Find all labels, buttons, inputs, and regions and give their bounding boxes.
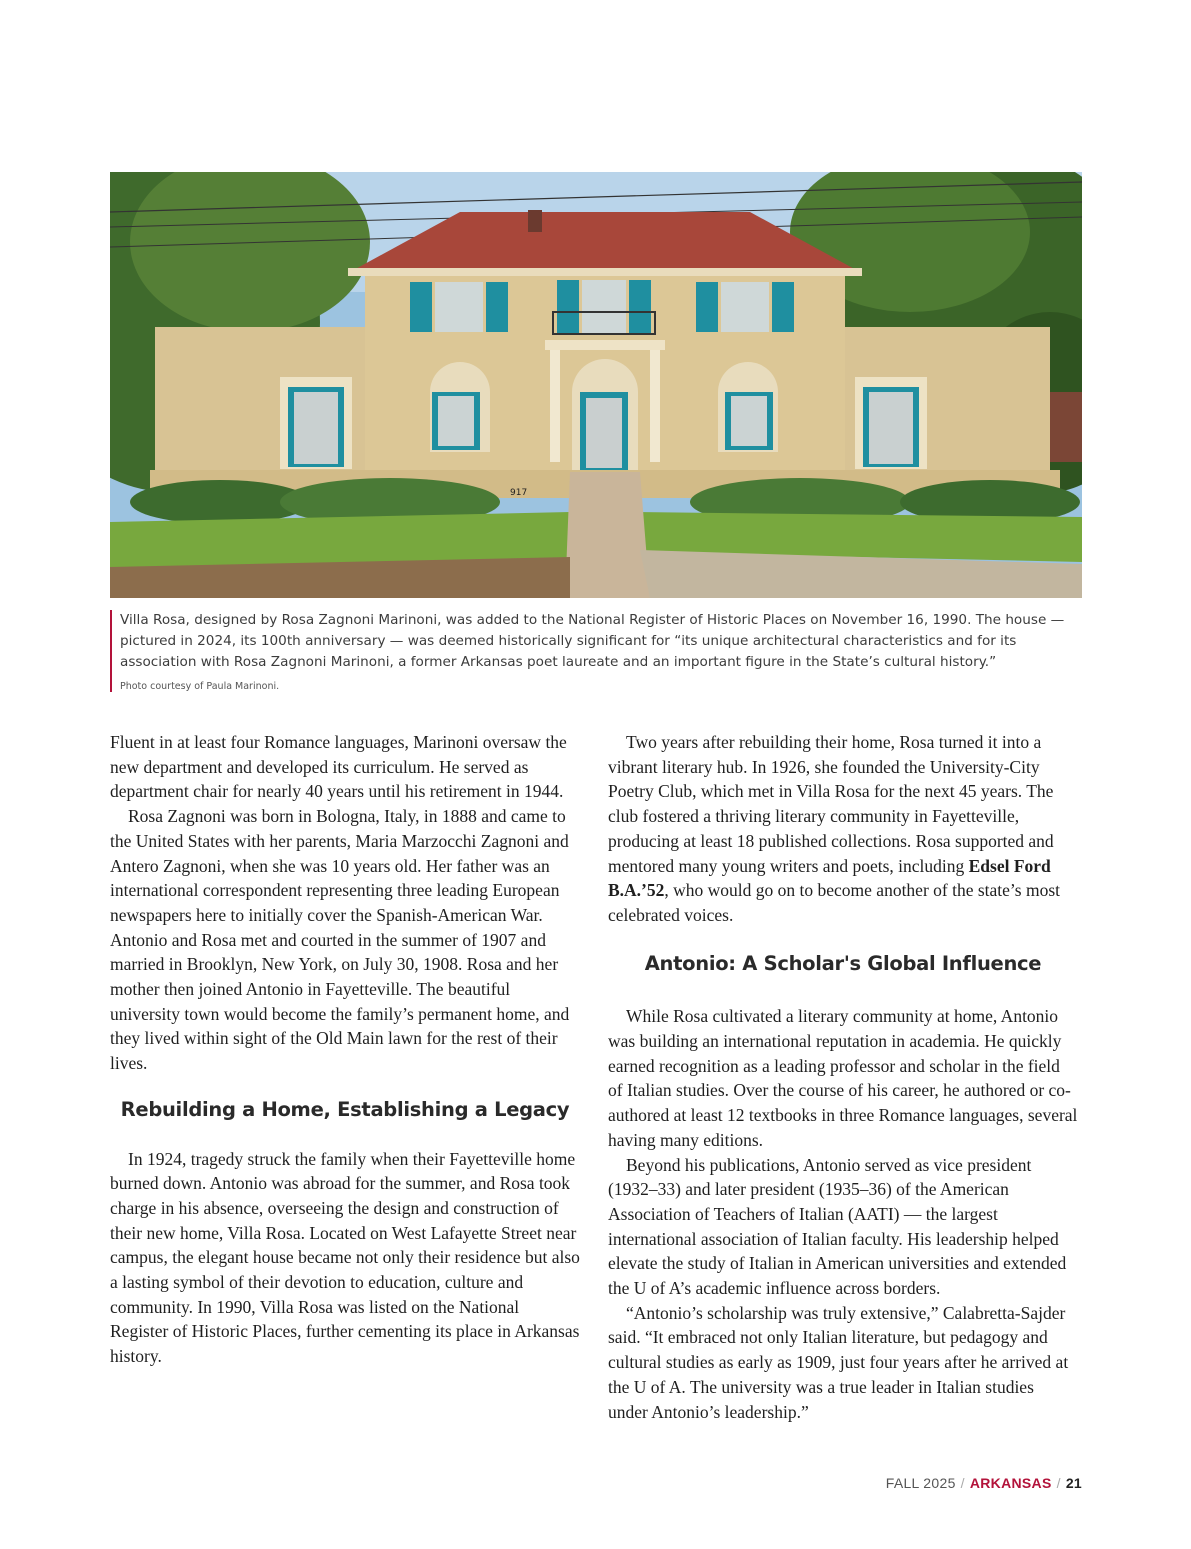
section-heading-antonio: Antonio: A Scholar's Global Influence	[644, 951, 1042, 975]
photo-caption: Villa Rosa, designed by Rosa Zagnoni Marinoni, was added to the National Register of Historic Places on November 16, 1990. The house — pictured in 2024, its 100th anniversary — was deemed historically significant for “its unique architectural characteristics and for its association with Rosa Zagnoni Marinoni, a former Arkansas poet laureate and an important figure in the State’s cultural history.”	[120, 612, 1065, 670]
page-number: 21	[1065, 1475, 1082, 1491]
photo-caption-block	[110, 610, 1092, 692]
footer-separator-1: /	[960, 1475, 965, 1491]
left-column	[110, 730, 580, 1369]
villa-rosa-photo	[110, 172, 1082, 598]
page-footer	[886, 1475, 1082, 1491]
right-paragraph-1-end: , who would go on to become another of the state’s most celebrated voices.	[608, 880, 1061, 925]
right-paragraph-1-start: Two years after rebuilding their home, Rosa turned it into a vibrant literary hub. In 1926, she founded the University-City Poetry Club, which met in Villa Rosa for the next 45 years. The club fostered a thriving literary community in Fayetteville, producing at least 18 published collections. Rosa supported and mentored many young writers and poets, including	[608, 732, 1054, 876]
right-paragraph-2: While Rosa cultivated a literary community at home, Antonio was building an international reputation in academia. He quickly earned recognition as a leading professor and scholar in the field of Italian studies. Over the course of his career, he authored or co-authored at least 12 textbooks in three Romance languages, several having many editions.	[608, 1006, 1078, 1150]
left-paragraph-2: Rosa Zagnoni was born in Bologna, Italy, in 1888 and came to the United States with her parents, Maria Marzocchi Zagnoni and Antero Zagnoni, when she was 10 years old. Her father was an international correspondent representing three leading European newspapers here to initially cover the Spanish-American War. Antonio and Rosa met and courted in the summer of 1907 and married in Brooklyn, New York, on July 30, 1908. Rosa and her mother then joined Antonio in Fayetteville. The beautiful university town would become the family’s permanent home, and they lived within sight of the Old Main lawn for the rest of their lives.	[110, 806, 570, 1074]
photo-credit: Photo courtesy of Paula Marinoni.	[120, 681, 280, 692]
footer-separator-2: /	[1056, 1475, 1061, 1491]
right-paragraph-3: Beyond his publications, Antonio served as vice president (1932–33) and later president (1935–36) of the American Association of Teachers of Italian (AATI) — the largest international association of Italian faculty. His leadership helped elevate the study of Italian in American universities and extended the U of A’s academic influence across borders.	[608, 1154, 1067, 1299]
left-paragraph-3: In 1924, tragedy struck the family when their Fayetteville home burned down. Antonio was abroad for the summer, and Rosa took charge in his absence, overseeing the design and construction of their new home, Villa Rosa. Located on West Lafayette Street near campus, the elegant house became not only their residence but also a lasting symbol of their devotion to education, culture and community. In 1990, Villa Rosa was listed on the National Register of Historic Places, further cementing its place in Arkansas history.	[110, 1148, 580, 1367]
right-paragraph-1	[608, 730, 1078, 928]
alumnus-name: Edsel Ford B.A.’52	[608, 855, 1051, 901]
section-heading-legacy: Rebuilding a Home, Establishing a Legacy	[120, 1097, 570, 1121]
magazine-name: ARKANSAS	[969, 1475, 1052, 1491]
right-paragraph-4: “Antonio’s scholarship was truly extensive,” Calabretta-Sajder said. “It embraced not only Italian literature, but pedagogy and cultural studies as early as 1909, just four years after he arrived at the U of A. The university was a true leader in Italian studies under Antonio’s leadership.”	[608, 1302, 1069, 1422]
left-paragraph-1: Fluent in at least four Romance languages, Marinoni oversaw the new department and developed its curriculum. He served as department chair for nearly 40 years until his retirement in 1944.	[110, 732, 567, 802]
house-number: 917	[510, 488, 528, 498]
issue-label: FALL 2025	[885, 1475, 956, 1491]
right-column	[608, 730, 1078, 1424]
